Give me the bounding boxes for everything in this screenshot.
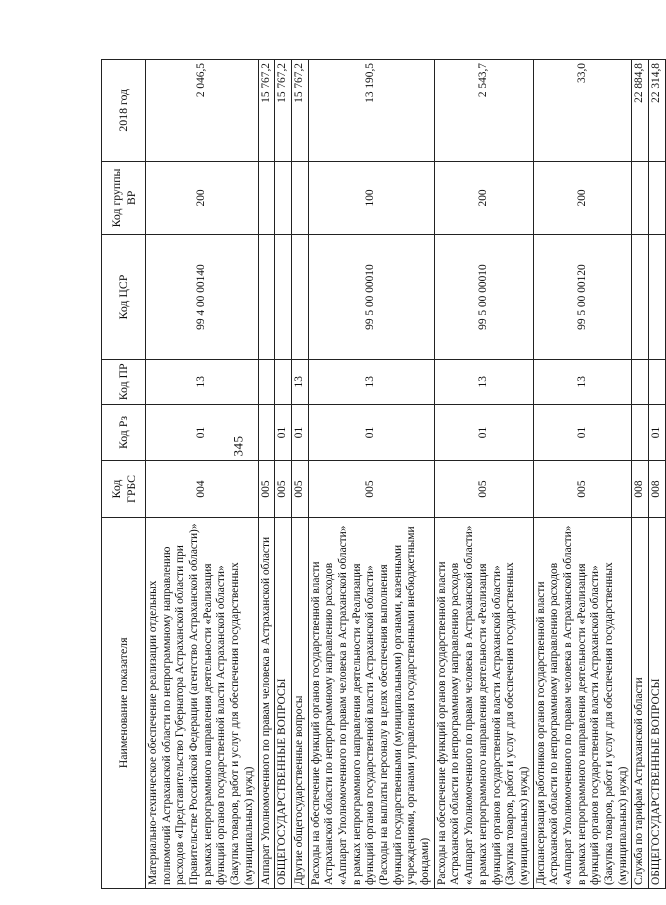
row-grbs: 008 — [649, 461, 666, 517]
header-grbs: Код ГРБС — [102, 461, 146, 517]
row-csr — [258, 235, 275, 360]
header-csr: Код ЦСР — [102, 235, 146, 360]
row-amount: 15 767,2 — [258, 60, 275, 162]
row-amount: 22 314,8 — [649, 60, 666, 162]
header-year: 2018 год — [102, 60, 146, 162]
row-vr: 200 — [146, 161, 259, 235]
row-amount: 33,0 — [533, 60, 632, 162]
row-csr: 99 5 00 00120 — [533, 235, 632, 360]
row-pr: 13 — [434, 359, 533, 404]
row-pr — [649, 359, 666, 404]
row-name: Материально-техническое обеспечение реализации отдельных полномочий Астраханской области по непрограммному направлению расходов «Представительство Губернатора Астраханской области при Правительстве Российской Федерации (агентство Астраханской области)» в рамках непрограммного направления деятельности «Реализация функций органов государственной власти Астраханской области» (Закупка товаров, работ и услуг для обеспечения государственных (муниципальных) нужд) — [146, 517, 259, 888]
row-name: ОБЩЕГОСУДАРСТВЕННЫЕ ВОПРОСЫ — [649, 517, 666, 888]
row-name: Расходы на обеспечение функций органов государственной власти Астраханской области по непрограммному направлению расходов «Аппарат Уполномоченного по правам человека в Астраханской области» в рамках непрограммного направления деятельности «Реализация функций органов государственной власти Астраханской области» (Закупка товаров, работ и услуг для обеспечения государственных (муниципальных) нужд) — [434, 517, 533, 888]
row-csr — [291, 235, 308, 360]
row-grbs: 005 — [308, 461, 434, 517]
row-amount: 13 190,5 — [308, 60, 434, 162]
row-grbs: 005 — [533, 461, 632, 517]
row-csr: 99 5 00 00010 — [308, 235, 434, 360]
row-grbs: 008 — [632, 461, 649, 517]
table-row — [632, 60, 649, 889]
table-row — [533, 60, 632, 889]
row-amount: 22 884,8 — [632, 60, 649, 162]
row-vr — [258, 161, 275, 235]
header-vr: Код группы ВР — [102, 161, 146, 235]
row-pr: 13 — [291, 359, 308, 404]
page-number: 345 — [230, 435, 246, 457]
table-row — [308, 60, 434, 889]
row-rz: 01 — [533, 404, 632, 460]
row-grbs: 005 — [258, 461, 275, 517]
row-rz: 01 — [308, 404, 434, 460]
row-pr — [258, 359, 275, 404]
row-vr: 100 — [308, 161, 434, 235]
row-amount: 2 543,7 — [434, 60, 533, 162]
row-pr: 13 — [308, 359, 434, 404]
row-vr — [632, 161, 649, 235]
row-vr: 200 — [434, 161, 533, 235]
row-name: ОБЩЕГОСУДАРСТВЕННЫЕ ВОПРОСЫ — [275, 517, 292, 888]
table-row — [146, 60, 259, 889]
rotated-table-container — [101, 59, 663, 889]
row-csr: 99 4 00 00140 — [146, 235, 259, 360]
row-vr — [649, 161, 666, 235]
row-grbs: 005 — [434, 461, 533, 517]
table-row — [434, 60, 533, 889]
table-row — [291, 60, 308, 889]
row-amount: 15 767,2 — [291, 60, 308, 162]
row-rz: 01 — [146, 404, 259, 460]
row-name: Другие общегосударственные вопросы — [291, 517, 308, 888]
row-rz: 01 — [291, 404, 308, 460]
row-rz — [258, 404, 275, 460]
row-name: Диспансеризация работников органов государственной власти Астраханской области по непрограммному направлению расходов «Аппарат Уполномоченного по правам человека в Астраханской области» в рамках непрограммного направления деятельности «Реализация функций органов государственной власти Астраханской области» (Закупка товаров, работ и услуг для обеспечения государственных (муниципальных) нужд) — [533, 517, 632, 888]
row-csr — [649, 235, 666, 360]
table-row — [275, 60, 292, 889]
table-header-row — [102, 60, 146, 889]
header-name: Наименование показателя — [102, 517, 146, 888]
row-pr — [632, 359, 649, 404]
row-amount: 15 767,2 — [275, 60, 292, 162]
row-grbs: 005 — [291, 461, 308, 517]
row-rz: 01 — [275, 404, 292, 460]
row-rz: 01 — [649, 404, 666, 460]
row-csr — [275, 235, 292, 360]
row-pr — [275, 359, 292, 404]
row-vr — [291, 161, 308, 235]
row-rz: 01 — [434, 404, 533, 460]
table-row — [258, 60, 275, 889]
row-pr: 13 — [533, 359, 632, 404]
row-grbs: 004 — [146, 461, 259, 517]
row-csr — [632, 235, 649, 360]
row-rz — [632, 404, 649, 460]
row-amount: 2 046,5 — [146, 60, 259, 162]
row-csr: 99 5 00 00010 — [434, 235, 533, 360]
row-name: Расходы на обеспечение функций органов государственной власти Астраханской области по непрограммному направлению расходов «Аппарат Уполномоченного по правам человека в Астраханской области» в рамках непрограммного направления деятельности «Реализация функций органов государственной власти Астраханской области» (Расходы на выплаты персоналу в целях обеспечения выполнения функций государственными (муниципальными) органами, казенными учреждениями, органами управления государственными внебюджетными фондами) — [308, 517, 434, 888]
budget-table — [101, 59, 666, 889]
row-vr: 200 — [533, 161, 632, 235]
row-vr — [275, 161, 292, 235]
header-rz: Код Рз — [102, 404, 146, 460]
row-grbs: 005 — [275, 461, 292, 517]
row-name: Аппарат Уполномоченного по правам человека в Астраханской области — [258, 517, 275, 888]
row-name: Служба по тарифам Астраханской области — [632, 517, 649, 888]
table-row — [649, 60, 666, 889]
row-pr: 13 — [146, 359, 259, 404]
header-pr: Код ПР — [102, 359, 146, 404]
